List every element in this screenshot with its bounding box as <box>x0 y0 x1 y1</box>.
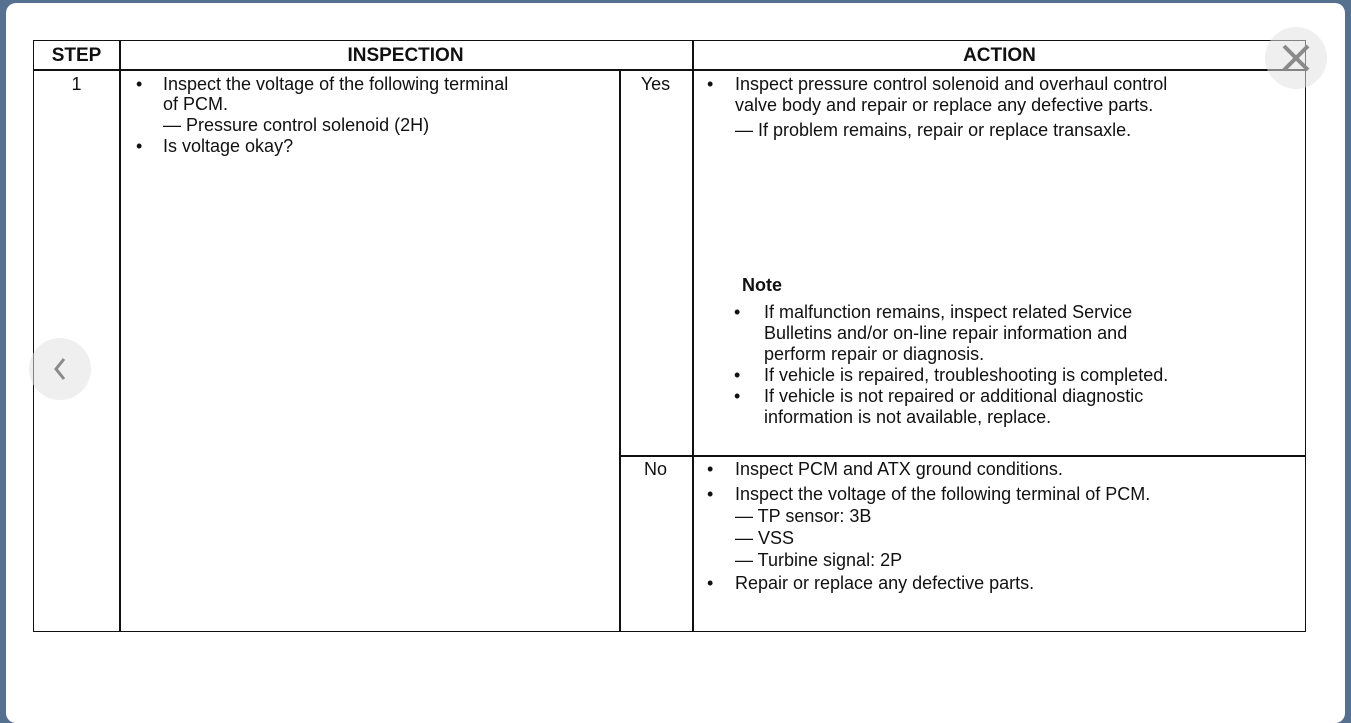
yes-text: valve body and repair or replace any defective parts. <box>735 95 1154 115</box>
no-text: Inspect the voltage of the following terminal of PCM. <box>735 484 1151 504</box>
note-title: Note <box>742 275 782 295</box>
header-divider <box>34 69 1305 71</box>
no-text: Inspect PCM and ATX ground conditions. <box>735 459 1063 479</box>
diagnostic-table <box>33 40 1306 632</box>
bullet: • <box>734 386 741 406</box>
inspection-text: of PCM. <box>163 94 229 114</box>
header-step: STEP <box>51 45 102 66</box>
yes-label: Yes <box>640 74 671 94</box>
close-icon <box>1281 43 1311 73</box>
column-divider <box>619 69 621 631</box>
inspection-question: Is voltage okay? <box>163 136 294 156</box>
no-text: Repair or replace any defective parts. <box>735 573 1035 593</box>
row-divider <box>619 455 1305 457</box>
inspection-sub: — Pressure control solenoid (2H) <box>163 115 430 135</box>
no-sub: — VSS <box>735 528 795 548</box>
no-sub: — Turbine signal: 2P <box>735 550 903 570</box>
note-item: If vehicle is repaired, troubleshooting is completed. <box>764 365 1169 385</box>
step-number: 1 <box>71 74 82 94</box>
bullet: • <box>707 74 714 94</box>
bullet: • <box>734 302 741 322</box>
bullet: • <box>707 573 714 593</box>
bullet: • <box>707 459 714 479</box>
note-item: If malfunction remains, inspect related Service <box>764 302 1133 322</box>
note-item: If vehicle is not repaired or additional diagnostic <box>764 386 1144 406</box>
note-item: information is not available, replace. <box>764 407 1052 427</box>
chevron-left-icon <box>52 356 68 382</box>
note-item: perform repair or diagnosis. <box>764 344 985 364</box>
column-divider <box>692 41 694 631</box>
inspection-text: Inspect the voltage of the following terminal <box>163 74 509 94</box>
no-sub: — TP sensor: 3B <box>735 506 872 526</box>
close-button[interactable] <box>1265 27 1327 89</box>
column-divider <box>119 41 121 631</box>
header-action: ACTION <box>963 45 1036 66</box>
previous-button[interactable] <box>29 338 91 400</box>
header-inspection: INSPECTION <box>347 45 464 66</box>
yes-text: Inspect pressure control solenoid and overhaul control <box>735 74 1168 94</box>
bullet: • <box>734 365 741 385</box>
bullet: • <box>136 136 143 156</box>
bullet: • <box>707 484 714 504</box>
bullet: • <box>136 74 143 94</box>
note-item: Bulletins and/or on-line repair information and <box>764 323 1128 343</box>
no-label: No <box>643 459 667 479</box>
yes-sub: — If problem remains, repair or replace transaxle. <box>735 120 1132 140</box>
